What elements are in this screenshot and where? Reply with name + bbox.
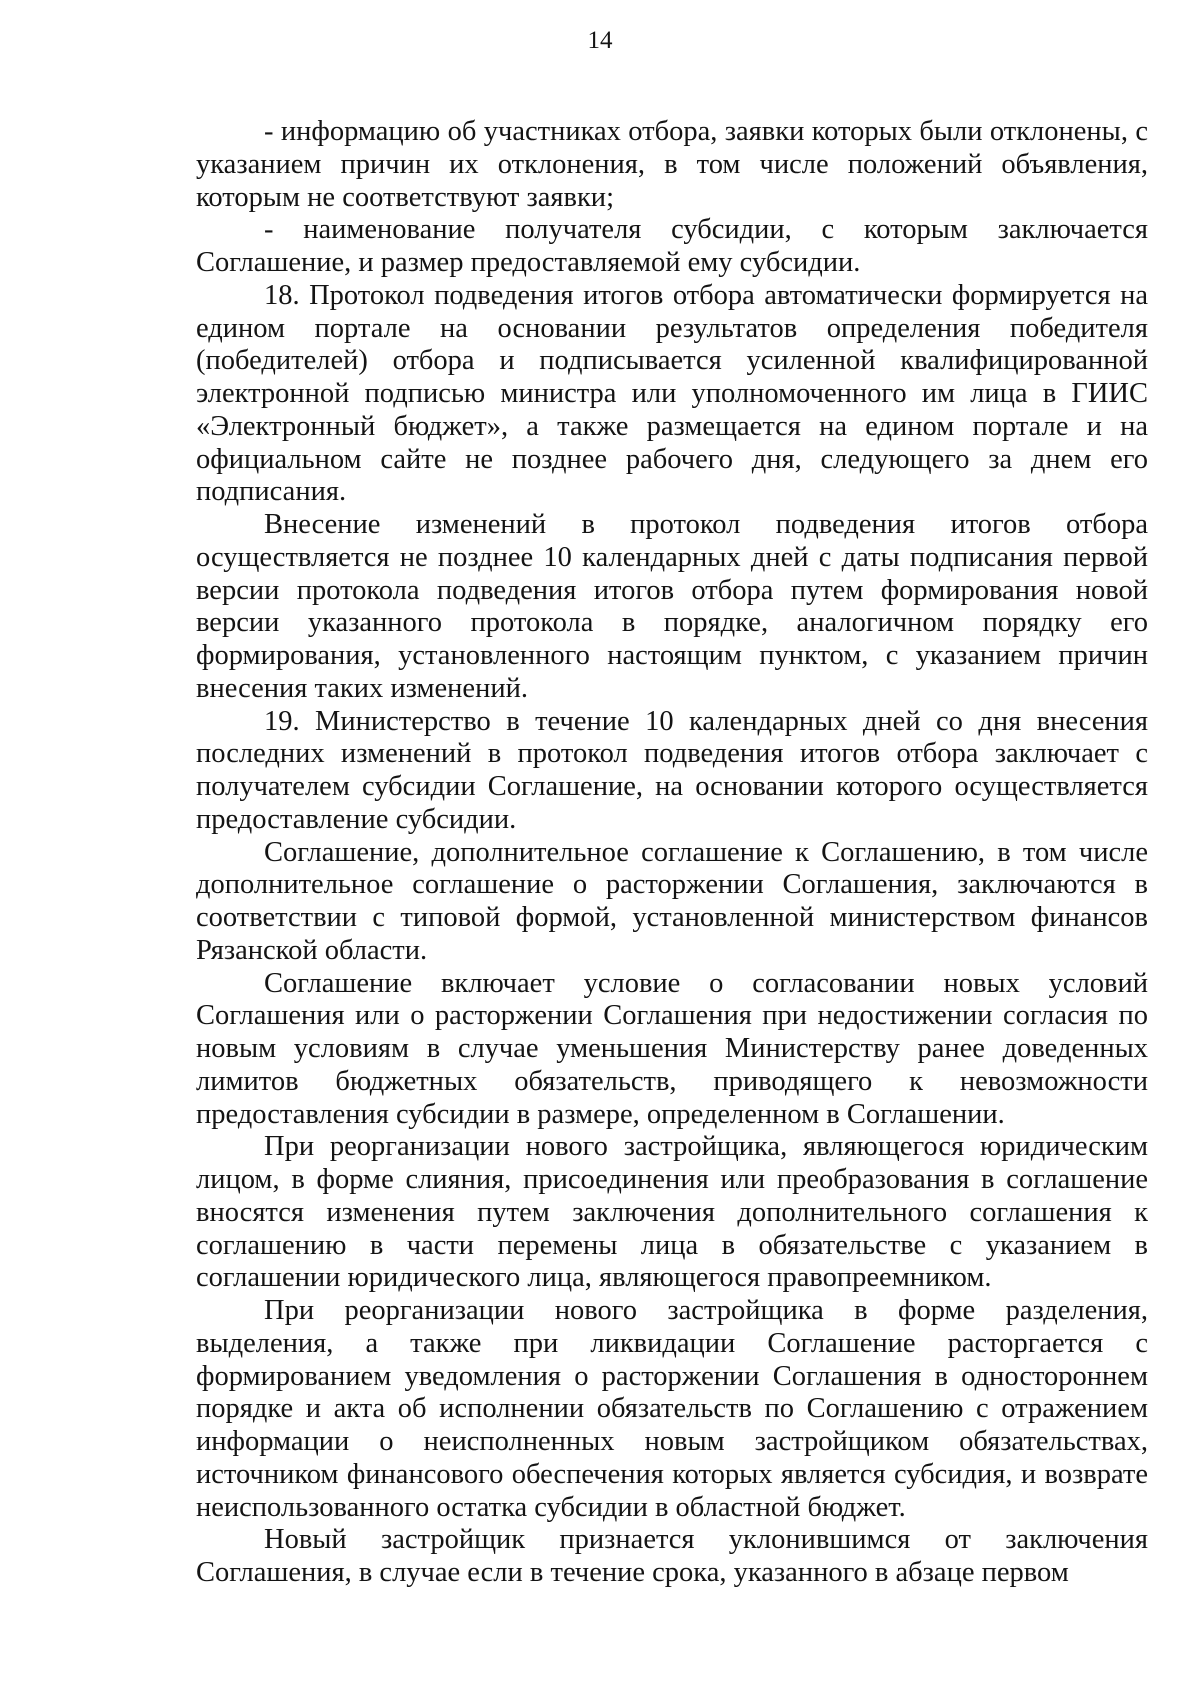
paragraph-reorganization-merge: При реорганизации нового застройщика, являющегося юридическим лицом, в форме слияния, присоединения или преобразования в соглашение вносятся изменения путем заключения дополнительного соглашения к соглашению в части перемены лица в обязательстве с указанием в соглашении юридического лица, являющегося правопреемником. [196, 1131, 1148, 1294]
paragraph-reorganization-division: При реорганизации нового застройщика в форме разделения, выделения, а также при ликвидации Соглашение расторгается с формированием уведомления о расторжении Соглашения в одностороннем порядке и акта об исполнении обязательств по Соглашению с отражением информации о неисполненных новым застройщиком обязательствах, источником финансового обеспечения которых является субсидия, и возврате неиспользованного остатка субсидии в областной бюджет. [196, 1295, 1148, 1523]
paragraph-item-18: 18. Протокол подведения итогов отбора автоматически формируется на едином портале на основании результатов определения победителя (победителей) отбора и подписывается усиленной квалифицированной электронной подписью министра или уполномоченного им лица в ГИИС «Электронный бюджет», а также размещается на едином портале и на официальном сайте не позднее рабочего дня, следующего за днем его подписания. [196, 279, 1148, 508]
paragraph-recipient-name: - наименование получателя субсидии, с которым заключается Соглашение, и размер предоставляемой ему субсидии. [196, 214, 1148, 278]
paragraph-rejected-participants: - информацию об участниках отбора, заявки которых были отклонены, с указанием причин их отклонения, в том числе положений объявления, которым не соответствуют заявки; [196, 116, 1148, 213]
document-body [196, 116, 1148, 1590]
paragraph-protocol-changes: Внесение изменений в протокол подведения итогов отбора осуществляется не позднее 10 календарных дней с даты подписания первой версии протокола подведения итогов отбора путем формирования новой версии указанного протокола в порядке, аналогичном порядку его формирования, установленного настоящим пунктом, с указанием причин внесения таких изменений. [196, 509, 1148, 704]
paragraph-item-19: 19. Министерство в течение 10 календарных дней со дня внесения последних изменений в протокол подведения итогов отбора заключает с получателем субсидии Соглашение, на основании которого осуществляется предоставление субсидии. [196, 705, 1148, 835]
page-number: 14 [587, 27, 613, 54]
paragraph-agreement-form: Соглашение, дополнительное соглашение к Соглашению, в том числе дополнительное соглашение о расторжении Соглашения, заключаются в соответствии с типовой формой, установленной министерством финансов Рязанской области. [196, 836, 1148, 966]
paragraph-agreement-conditions: Соглашение включает условие о согласовании новых условий Соглашения или о расторжении Соглашения при недостижении согласия по новым условиям в случае уменьшения Министерству ранее доведенных лимитов бюджетных обязательств, приводящего к невозможности предоставления субсидии в размере, определенном в Соглашении. [196, 967, 1148, 1130]
paragraph-evasion: Новый застройщик признается уклонившимся от заключения Соглашения, в случае если в течение срока, указанного в абзаце первом [196, 1524, 1148, 1588]
